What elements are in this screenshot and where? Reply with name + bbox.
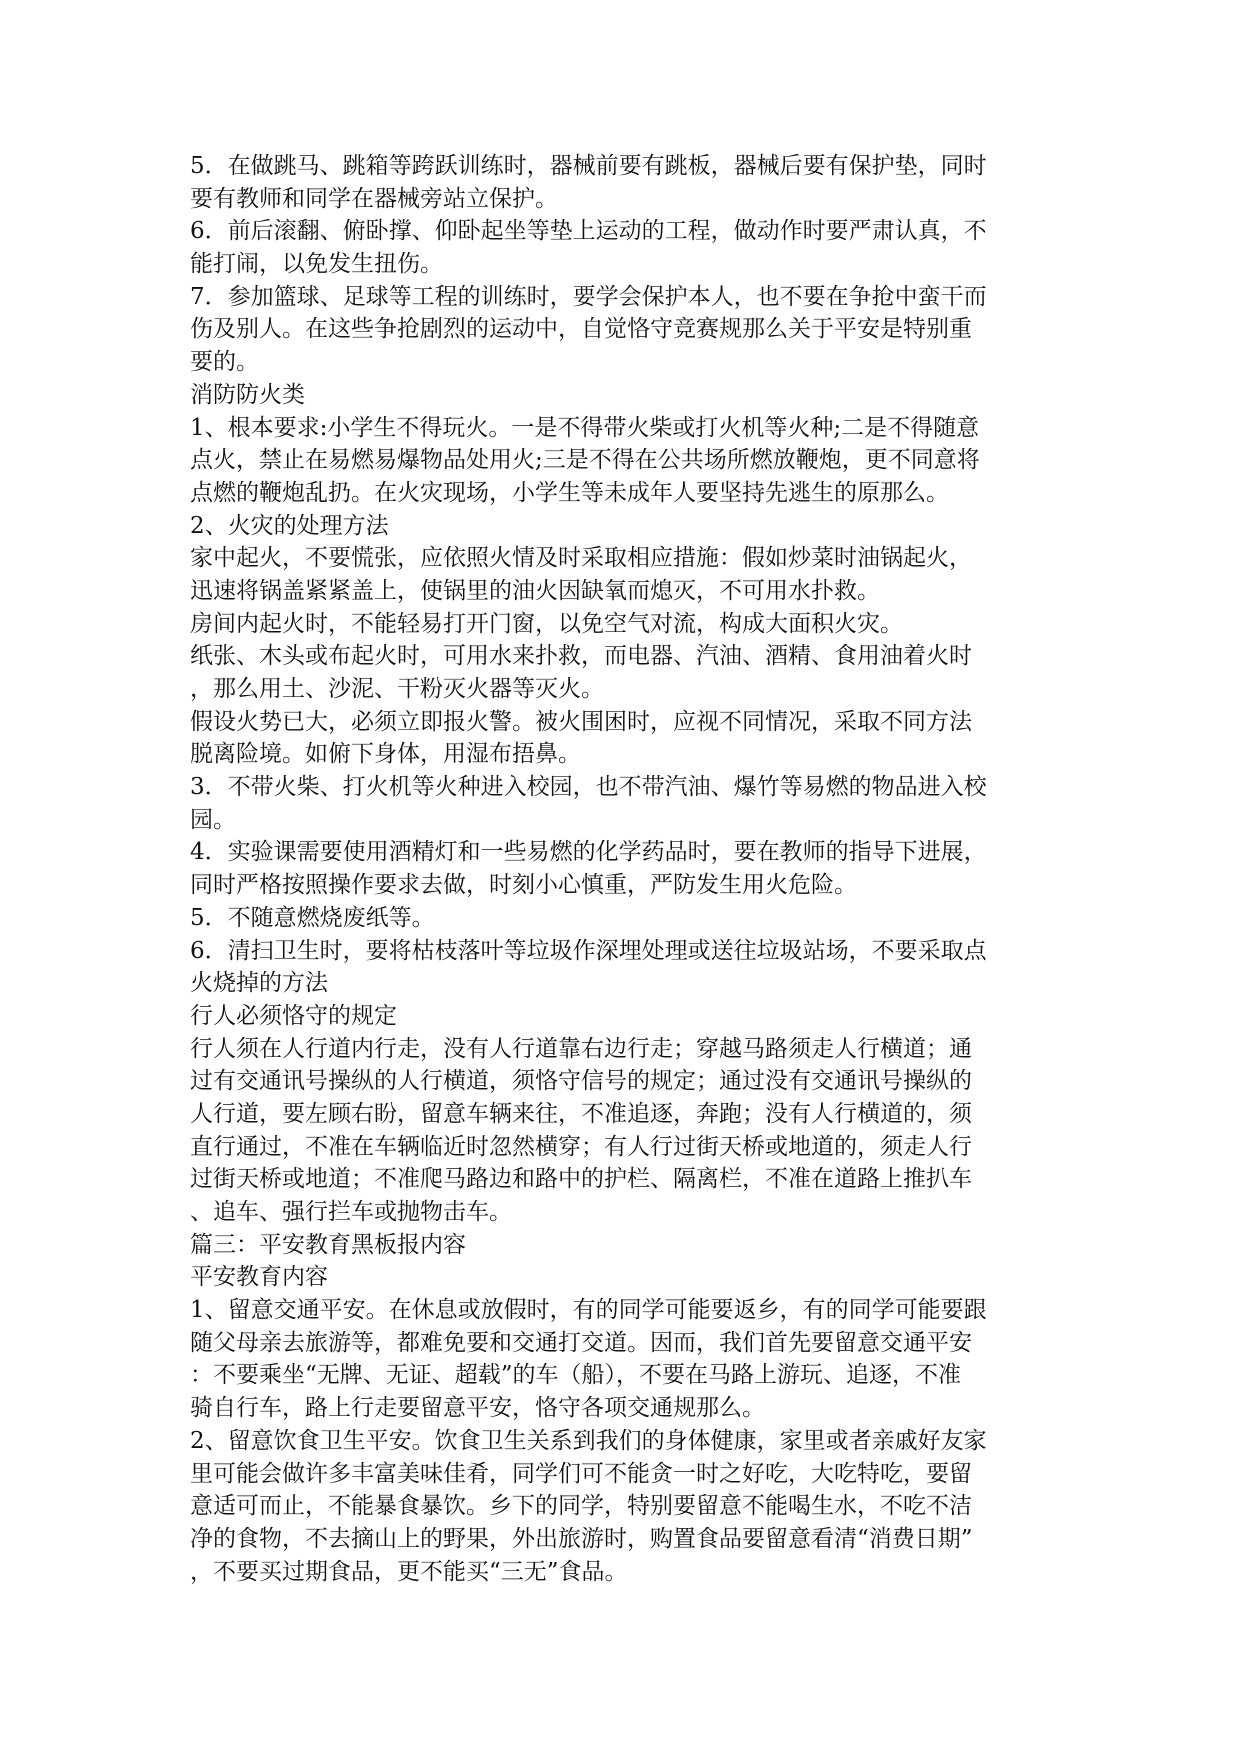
text-line: 能打闹，以免发生扭伤。 bbox=[190, 251, 443, 278]
text-line: 过街天桥或地道；不准爬马路边和路中的护栏、隔离栏，不准在道路上推扒车 bbox=[190, 1166, 972, 1193]
text-line: 6．前后滚翻、俯卧撑、仰卧起坐等垫上运动的工程，做动作时要严肃认真，不 bbox=[190, 218, 987, 245]
text-line: 要的。 bbox=[190, 349, 259, 376]
text-line: 消防防火类 bbox=[190, 381, 305, 408]
text-line: 意适可而止，不能暴食暴饮。乡下的同学，特别要留意不能喝生水，不吃不洁 bbox=[190, 1493, 972, 1520]
text-line: 5．不随意燃烧废纸等。 bbox=[190, 904, 435, 931]
text-line: 随父母亲去旅游等，都难免要和交通打交道。因而，我们首先要留意交通平安 bbox=[190, 1329, 972, 1356]
text-line: 平安教育内容 bbox=[190, 1264, 328, 1291]
text-line: ：不要乘坐“无牌、无证、超载”的车（船），不要在马路上游玩、追逐，不准 bbox=[190, 1362, 962, 1389]
text-line: ，那么用土、沙泥、干粉灭火器等灭火。 bbox=[190, 676, 604, 702]
text-line: 园。 bbox=[190, 806, 236, 833]
document-body bbox=[190, 150, 1050, 1588]
text-line: 直行通过，不准在车辆临近时忽然横穿；有人行过街天桥或地道的，须走人行 bbox=[190, 1133, 972, 1160]
text-line: 纸张、木头或布起火时，可用水来扑救，而电器、汽油、酒精、食用油着火时 bbox=[190, 643, 972, 670]
text-line: 2、留意饮食卫生平安。饮食卫生关系到我们的身体健康，家里或者亲戚好友家 bbox=[190, 1427, 987, 1454]
text-line: 1、根本要求:小学生不得玩火。一是不得带火柴或打火机等火种;二是不得随意 bbox=[190, 414, 980, 441]
text-line: 要有教师和同学在器械旁站立保护。 bbox=[190, 185, 558, 212]
text-line: 5．在做跳马、跳箱等跨跃训练时，器械前要有跳板，器械后要有保护垫，同时 bbox=[190, 153, 987, 179]
text-line: 迅速将锅盖紧紧盖上，使锅里的油火因缺氧而熄灭，不可用水扑救。 bbox=[190, 577, 880, 604]
text-line: 7．参加篮球、足球等工程的训练时，要学会保护本人，也不要在争抢中蛮干而 bbox=[190, 283, 987, 310]
text-line: 3．不带火柴、打火机等火种进入校园，也不带汽油、爆竹等易燃的物品进入校 bbox=[190, 774, 987, 801]
text-line: 4．实验课需要使用酒精灯和一些易燃的化学药品时，要在教师的指导下进展， bbox=[190, 839, 987, 866]
text-line: 6．清扫卫生时，要将枯枝落叶等垃圾作深埋处理或送往垃圾站场，不要采取点 bbox=[190, 937, 987, 964]
text-line: 火烧掉的方法 bbox=[190, 970, 328, 997]
text-line: 点火，禁止在易燃易爆物品处用火;三是不得在公共场所燃放鞭炮，更不同意将 bbox=[190, 447, 980, 474]
text-line: 假设火势已大，必须立即报火警。被火围困时，应视不同情况，采取不同方法 bbox=[190, 708, 972, 735]
text-line: 1、留意交通平安。在休息或放假时，有的同学可能要返乡，有的同学可能要跟 bbox=[190, 1297, 987, 1324]
text-line: 脱离险境。如俯下身体，用湿布捂鼻。 bbox=[190, 741, 581, 768]
text-line: 家中起火，不要慌张，应依照火情及时采取相应措施：假如炒菜时油锅起火， bbox=[190, 545, 972, 572]
text-line: 房间内起火时，不能轻易打开门窗，以免空气对流，构成大面积火灾。 bbox=[190, 610, 903, 637]
text-line: 、追车、强行拦车或抛物击车。 bbox=[190, 1199, 512, 1225]
text-line: 里可能会做许多丰富美味佳肴，同学们可不能贪一时之好吃，大吃特吃，要留 bbox=[190, 1460, 972, 1487]
text-line: 过有交通讯号操纵的人行横道，须恪守信号的规定；通过没有交通讯号操纵的 bbox=[190, 1068, 972, 1095]
text-line: 人行道，要左顾右盼，留意车辆来往，不准追逐，奔跑；没有人行横道的，须 bbox=[190, 1100, 972, 1127]
text-line: 篇三：平安教育黑板报内容 bbox=[190, 1231, 466, 1258]
text-line: 同时严格按照操作要求去做，时刻小心慎重，严防发生用火危险。 bbox=[190, 872, 857, 899]
text-line: 行人须在人行道内行走，没有人行道靠右边行走；穿越马路须走人行横道；通 bbox=[190, 1035, 972, 1062]
text-line: 2、火灾的处理方法 bbox=[190, 512, 389, 539]
text-line: ，不要买过期食品，更不能买“三无”食品。 bbox=[190, 1558, 628, 1585]
text-line: 骑自行车，路上行走要留意平安，恪守各项交通规那么。 bbox=[190, 1395, 765, 1422]
text-line: 净的食物，不去摘山上的野果，外出旅游时，购置食品要留意看清“消费日期” bbox=[190, 1525, 973, 1552]
text-line: 行人必须恪守的规定 bbox=[190, 1002, 397, 1029]
text-line: 伤及别人。在这些争抢剧烈的运动中，自觉恪守竞赛规那么关于平安是特别重 bbox=[190, 316, 972, 343]
text-line: 点燃的鞭炮乱扔。在火灾现场，小学生等未成年人要坚持先逃生的原那么。 bbox=[190, 479, 949, 506]
